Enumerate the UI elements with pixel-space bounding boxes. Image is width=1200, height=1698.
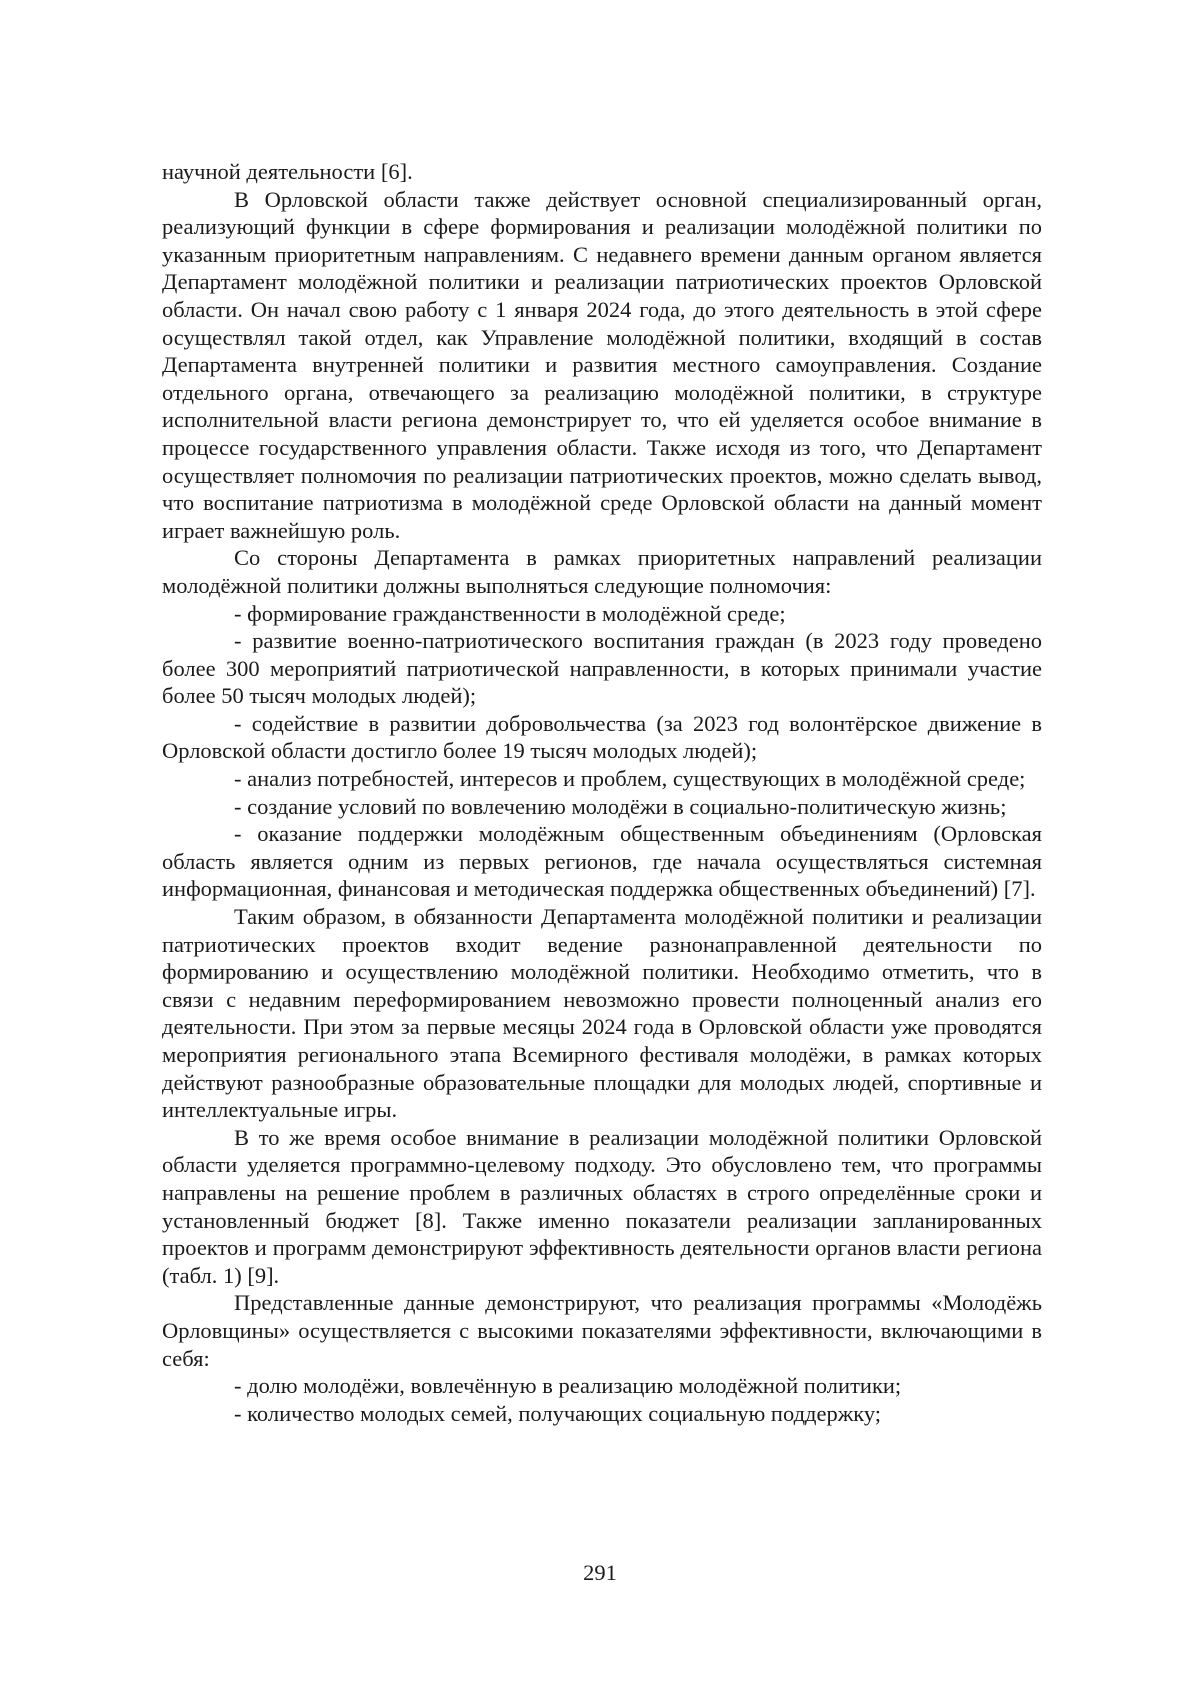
document-page xyxy=(0,0,1200,1698)
list-item: - количество молодых семей, получающих социальную поддержку; xyxy=(162,1400,1042,1428)
list-item: - формирование гражданственности в молодёжной среде; xyxy=(162,600,1042,628)
paragraph: В Орловской области также действует основной специализированный орган, реализующий функции в сфере формирования и реализации молодёжной политики по указанным приоритетным направлениям. С недавнего времени данным органом является Департамент молодёжной политики и реализации патриотических проектов Орловской области. Он начал свою работу с 1 января 2024 года, до этого деятельность в этой сфере осуществлял такой отдел, как Управление молодёжной политики, вхо­дящий в состав Департамента внутренней политики и развития местного самоуправ­ления. Создание отдельного органа, отвечающего за реализацию молодёжной поли­тики, в структуре исполнительной власти региона демонстрирует то, что ей уделяется особое внимание в процессе государственного управления области. Также исходя из того, что Департамент осуществляет полномочия по реализации патриотических про­ектов, можно сделать вывод, что воспитание патриотизма в молодёжной среде Ор­ловской области на данный момент играет важнейшую роль. xyxy=(162,186,1042,545)
list-item: - оказание поддержки молодёжным общественным объединениям (Орловская область является одним из первых регионов, где начала осуществляться системная информационная, финансовая и методическая поддержка общественных объедине­ний) [7]. xyxy=(162,820,1042,903)
list-item: - анализ потребностей, интересов и проблем, существующих в молодёжной среде; xyxy=(162,765,1042,793)
list-item: - долю молодёжи, вовлечённую в реализацию молодёжной политики; xyxy=(162,1372,1042,1400)
list-item: - содействие в развитии добровольчества (за 2023 год волонтёрское движение в Орловской области достигло более 19 тысяч молодых людей); xyxy=(162,710,1042,765)
paragraph: В то же время особое внимание в реализации молодёжной политики Орлов­ской области уделяется программно-целевому подходу. Это обусловлено тем, что программы направлены на решение проблем в различных областях в строго опреде­лённые сроки и установленный бюджет [8]. Также именно показатели реализации за­планированных проектов и программ демонстрируют эффективность деятельности органов власти региона (табл. 1) [9]. xyxy=(162,1124,1042,1290)
page-number: 291 xyxy=(0,1560,1200,1586)
body-text xyxy=(162,158,1042,1427)
paragraph: научной деятельности [6]. xyxy=(162,158,1042,186)
list-item: - развитие военно-патриотического воспитания граждан (в 2023 году прове­дено более 300 мероприятий патриотической направленности, в которых принимали участие более 50 тысяч молодых людей); xyxy=(162,627,1042,710)
paragraph: Представленные данные демонстрируют, что реализация программы «Моло­дёжь Орловщины» осуществляется с высокими показателями эффективности, вклю­чающими в себя: xyxy=(162,1289,1042,1372)
paragraph: Таким образом, в обязанности Департамента молодёжной политики и реали­зации патриотических проектов входит ведение разнонаправленной деятельности по формированию и осуществлению молодёжной политики. Необходимо отметить, что в связи с недавним переформированием невозможно провести полноценный анализ его деятельности. При этом за первые месяцы 2024 года в Орловской области уже проводятся мероприятия регионального этапа Всемирного фестиваля молодёжи, в рамках которых действуют разнообразные образовательные площадки для молодых людей, спортивные и интеллектуальные игры. xyxy=(162,903,1042,1124)
paragraph: Со стороны Департамента в рамках приоритетных направлений реализации молодёжной политики должны выполняться следующие полномочия: xyxy=(162,544,1042,599)
list-item: - создание условий по вовлечению молодёжи в социально-политическую жизнь; xyxy=(162,793,1042,821)
